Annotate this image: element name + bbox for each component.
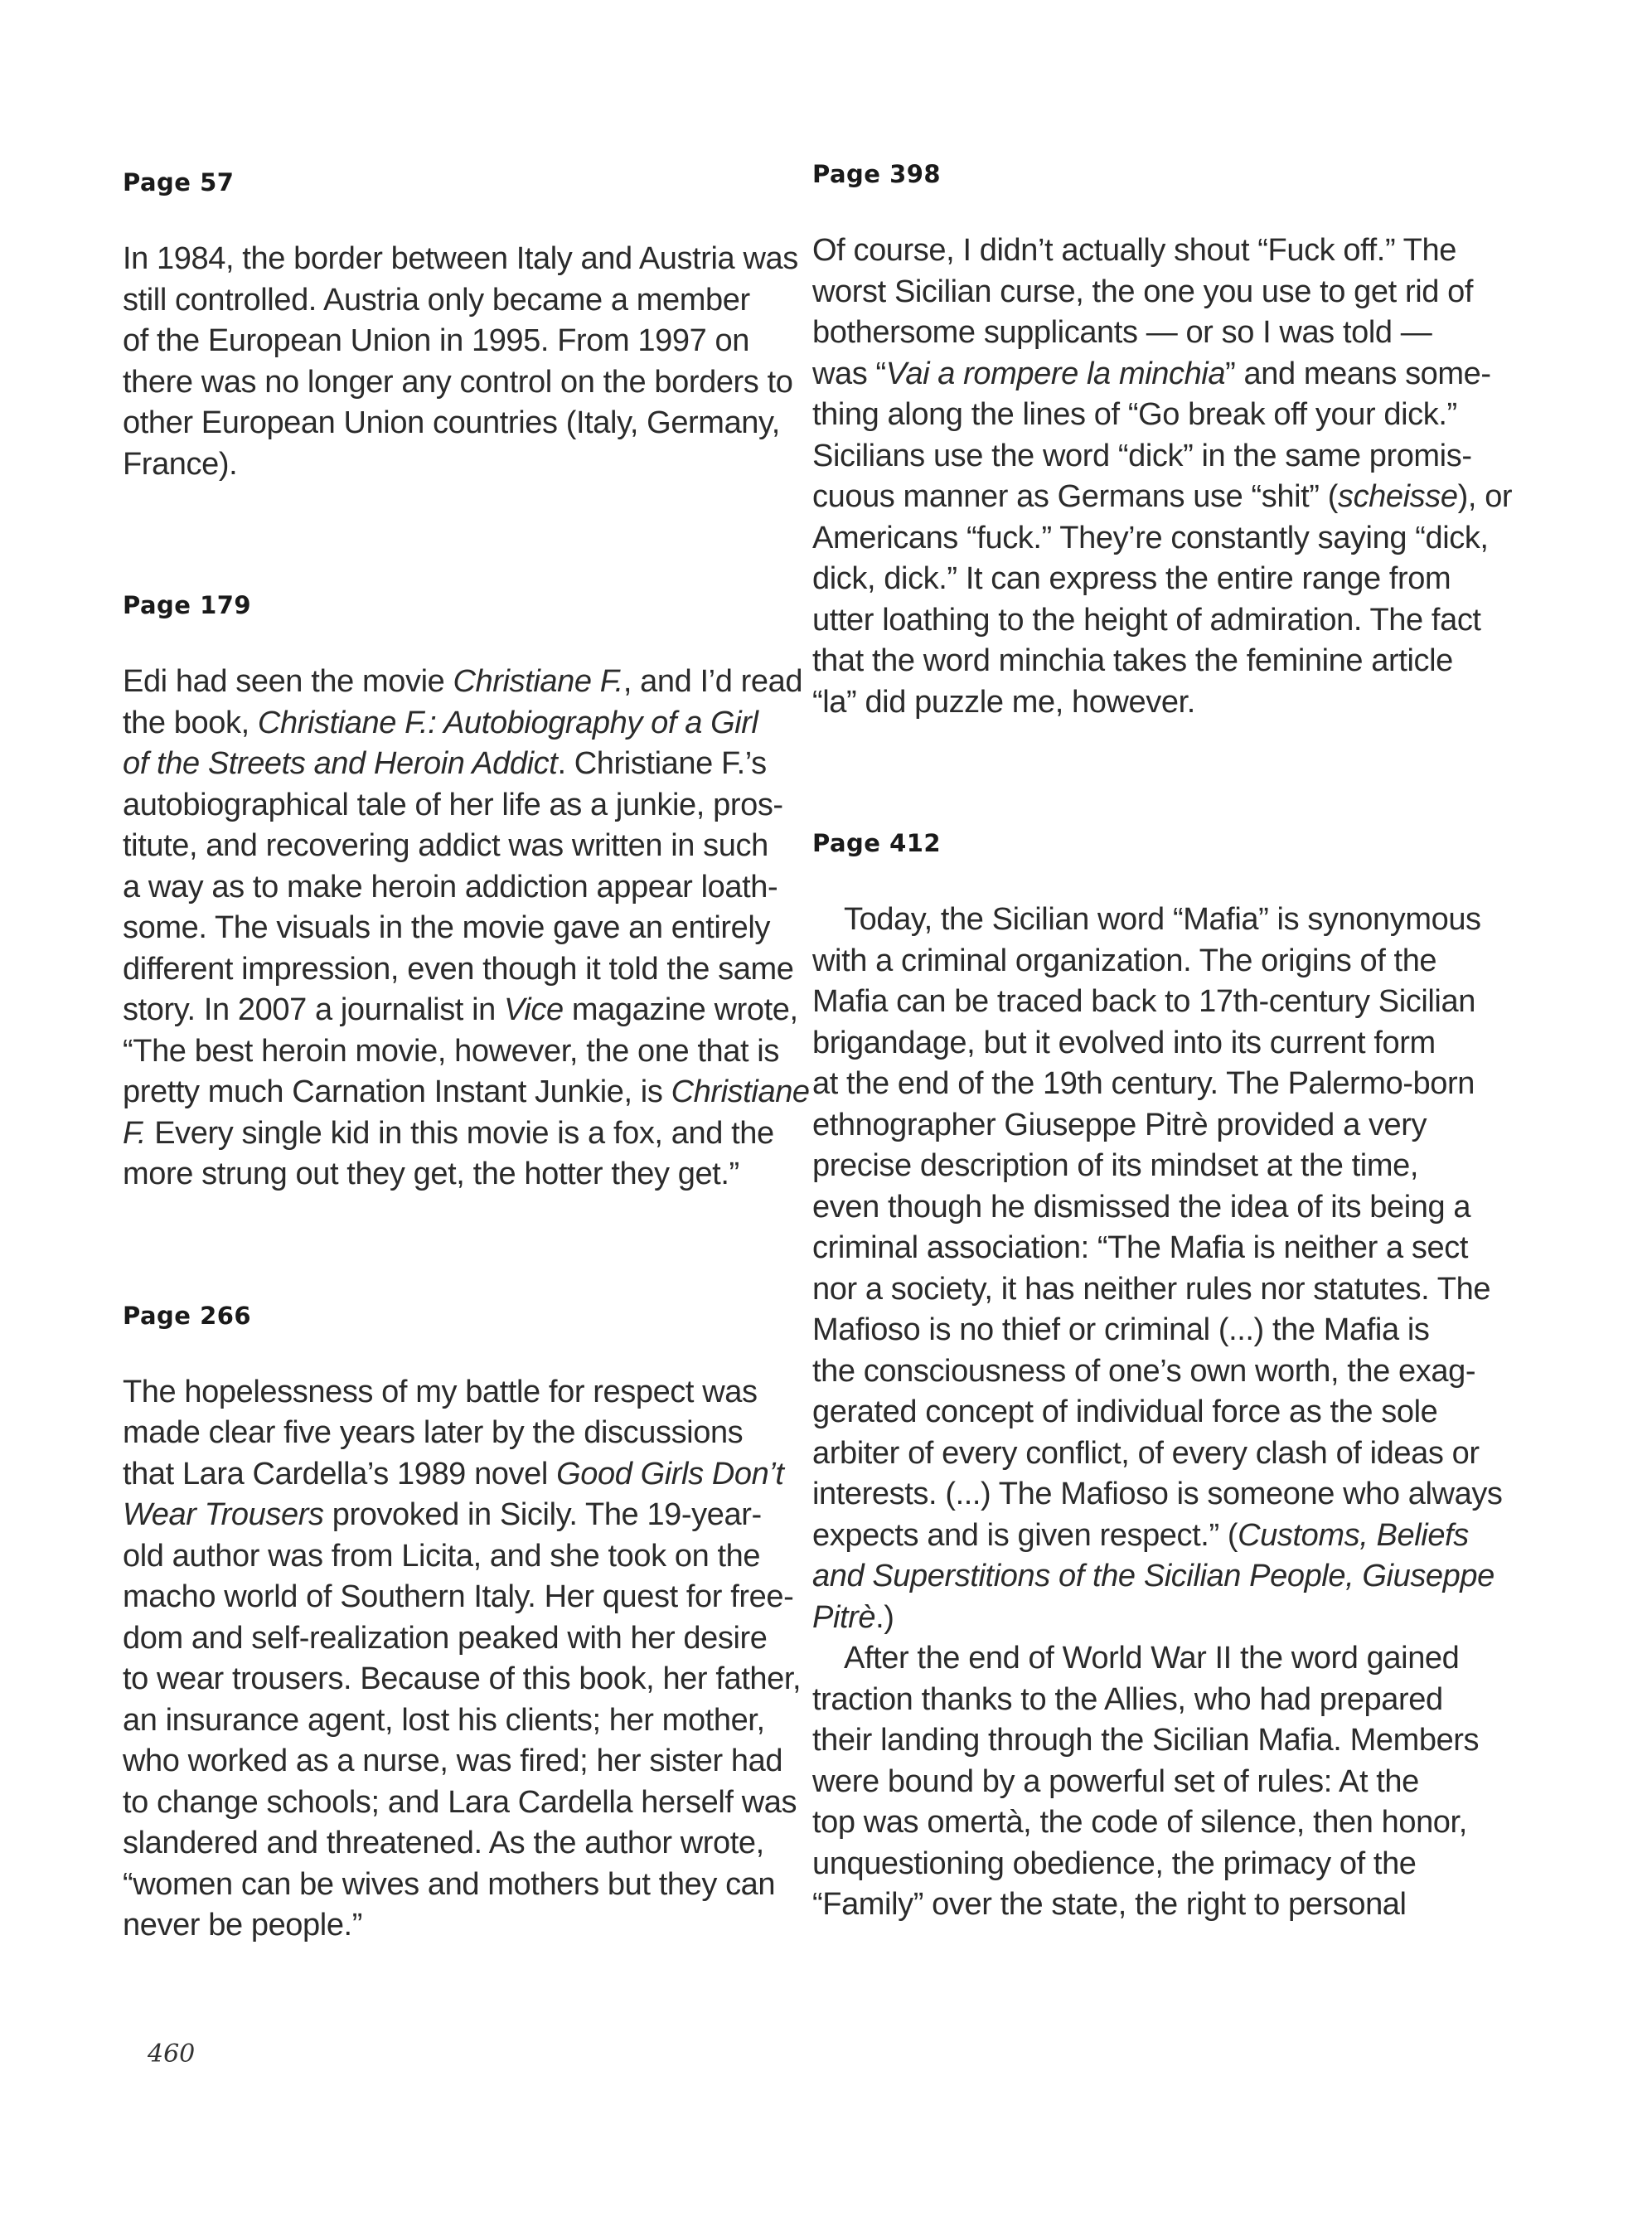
- text-line: nor a society, it has neither rules nor statutes. The: [812, 1271, 1491, 1307]
- text-line: unquestioning obedience, the primacy of the: [812, 1846, 1417, 1881]
- section-body: [123, 662, 810, 1196]
- text-line: made clear five years later by the discussions: [123, 1415, 744, 1450]
- right-column: [812, 149, 1513, 1926]
- text-line: even though he dismissed the idea of its being a: [812, 1189, 1471, 1225]
- section-heading: Page 412: [812, 829, 942, 857]
- text-line: other European Union countries (Italy, Germany,: [123, 405, 780, 440]
- text-line: that the word minchia takes the feminine article: [812, 643, 1453, 678]
- text-line: gerated concept of individual force as the sole: [812, 1394, 1438, 1429]
- left-column: [123, 158, 810, 1947]
- text-line: brigandage, but it evolved into its current form: [812, 1025, 1436, 1060]
- text-line: Of course, I didn’t actually shout “Fuck off.” The: [812, 233, 1456, 268]
- text-line: pretty much Carnation Instant Junkie, is Christiane: [123, 1074, 810, 1109]
- text-line: Sicilians use the word “dick” in the same promis-: [812, 438, 1472, 473]
- text-line: was “Vai a rompere la minchia” and means some-: [812, 356, 1491, 391]
- text-line: “women can be wives and mothers but they can: [123, 1866, 776, 1902]
- text-line: interests. (...) The Mafioso is someone who always: [812, 1477, 1503, 1511]
- section-body: [123, 1372, 802, 1947]
- text-line: traction thanks to the Allies, who had prepared: [812, 1681, 1443, 1717]
- text-line: dom and self-realization peaked with her desire: [123, 1620, 768, 1656]
- text-line: F. Every single kid in this movie is a fox, and the: [123, 1115, 774, 1151]
- text-line: some. The visuals in the movie gave an entirely: [123, 910, 771, 945]
- text-line: different impression, even though it told the same: [123, 951, 794, 987]
- text-line: of the European Union in 1995. From 1997 on: [123, 323, 749, 358]
- text-line: the book, Christiane F.: Autobiography of a Girl: [123, 705, 758, 740]
- text-line: never be people.”: [123, 1908, 362, 1943]
- text-line: still controlled. Austria only became a member: [123, 282, 750, 318]
- text-line: to wear trousers. Because of this book, her father,: [123, 1661, 802, 1696]
- text-line: arbiter of every conflict, of every clash of ideas or: [812, 1435, 1480, 1471]
- section-body: [123, 239, 798, 485]
- text-line: Mafia can be traced back to 17th-century Sicilian: [812, 984, 1475, 1019]
- text-line: In 1984, the border between Italy and Austria was: [123, 241, 798, 276]
- text-line: France).: [123, 446, 238, 482]
- section-heading: Page 179: [123, 591, 252, 619]
- text-line: with a criminal organization. The origins of the: [812, 943, 1437, 978]
- text-line: top was omertà, the code of silence, then honor,: [812, 1805, 1467, 1840]
- text-line: slandered and threatened. As the author wrote,: [123, 1826, 764, 1860]
- text-line: ethnographer Giuseppe Pitrè provided a very: [812, 1107, 1427, 1142]
- page-number: 460: [148, 2040, 196, 2069]
- text-line: worst Sicilian curse, the one you use to get rid of: [812, 274, 1474, 309]
- text-line: of the Streets and Heroin Addict. Christiane F.’s: [123, 746, 767, 781]
- text-line: a way as to make heroin addiction appear loath-: [123, 869, 778, 905]
- text-line: expects and is given respect.” (Customs, Beliefs: [812, 1517, 1469, 1553]
- text-line: bothersome supplicants — or so I was told —: [812, 315, 1432, 350]
- section-heading: Page 57: [123, 168, 235, 196]
- text-line: The hopelessness of my battle for respect was: [123, 1374, 758, 1409]
- text-line: After the end of World War II the word gained: [844, 1641, 1460, 1676]
- text-line: Edi had seen the movie Christiane F., and I’d read: [123, 664, 803, 699]
- text-line: Wear Trousers provoked in Sicily. The 19-year-: [123, 1497, 762, 1532]
- text-line: story. In 2007 a journalist in Vice magazine wrote,: [123, 992, 798, 1027]
- text-line: thing along the lines of “Go break off your dick.”: [812, 397, 1457, 432]
- text-line: dick, dick.” It can express the entire range from: [812, 561, 1451, 596]
- text-line: “Family” over the state, the right to personal: [812, 1887, 1407, 1922]
- text-line: Americans “fuck.” They’re constantly saying “dick,: [812, 520, 1489, 555]
- text-line: macho world of Southern Italy. Her quest for free-: [123, 1579, 794, 1614]
- text-line: and Superstitions of the Sicilian People, Giuseppe: [812, 1559, 1495, 1593]
- text-line: old author was from Licita, and she took on the: [123, 1538, 761, 1574]
- section-heading: Page 266: [123, 1301, 252, 1330]
- text-line: their landing through the Sicilian Mafia. Members: [812, 1723, 1480, 1758]
- section-body: [812, 230, 1513, 723]
- text-line: there was no longer any control on the borders to: [123, 364, 793, 400]
- text-line: that Lara Cardella’s 1989 novel Good Girls Don’t: [123, 1456, 784, 1491]
- text-line: at the end of the 19th century. The Palermo-born: [812, 1066, 1475, 1101]
- text-line: “la” did puzzle me, however.: [812, 684, 1195, 720]
- text-line: “The best heroin movie, however, the one that is: [123, 1033, 779, 1069]
- text-line: criminal association: “The Mafia is neither a sect: [812, 1230, 1468, 1265]
- text-line: Pitrè.): [812, 1599, 894, 1635]
- section-body: [812, 900, 1503, 1926]
- text-line: were bound by a powerful set of rules: At the: [812, 1763, 1419, 1799]
- text-line: Today, the Sicilian word “Mafia” is synonymous: [844, 902, 1481, 937]
- text-line: titute, and recovering addict was written in such: [123, 828, 768, 863]
- text-line: more strung out they get, the hotter they get.”: [123, 1157, 739, 1191]
- text-line: the consciousness of one’s own worth, the exag-: [812, 1353, 1476, 1389]
- text-line: to change schools; and Lara Cardella herself was: [123, 1784, 797, 1820]
- text-line: an insurance agent, lost his clients; her mother,: [123, 1702, 765, 1738]
- text-line: precise description of its mindset at the time,: [812, 1148, 1418, 1183]
- text-line: autobiographical tale of her life as a junkie, pros-: [123, 787, 783, 822]
- text-line: utter loathing to the height of admiration. The fact: [812, 602, 1481, 638]
- section-heading: Page 398: [812, 160, 942, 188]
- text-line: Mafioso is no thief or criminal (...) the Mafia is: [812, 1312, 1430, 1347]
- text-line: cuous manner as Germans use “shit” (scheisse), or: [812, 479, 1513, 514]
- text-line: who worked as a nurse, was fired; her sister had: [123, 1744, 783, 1778]
